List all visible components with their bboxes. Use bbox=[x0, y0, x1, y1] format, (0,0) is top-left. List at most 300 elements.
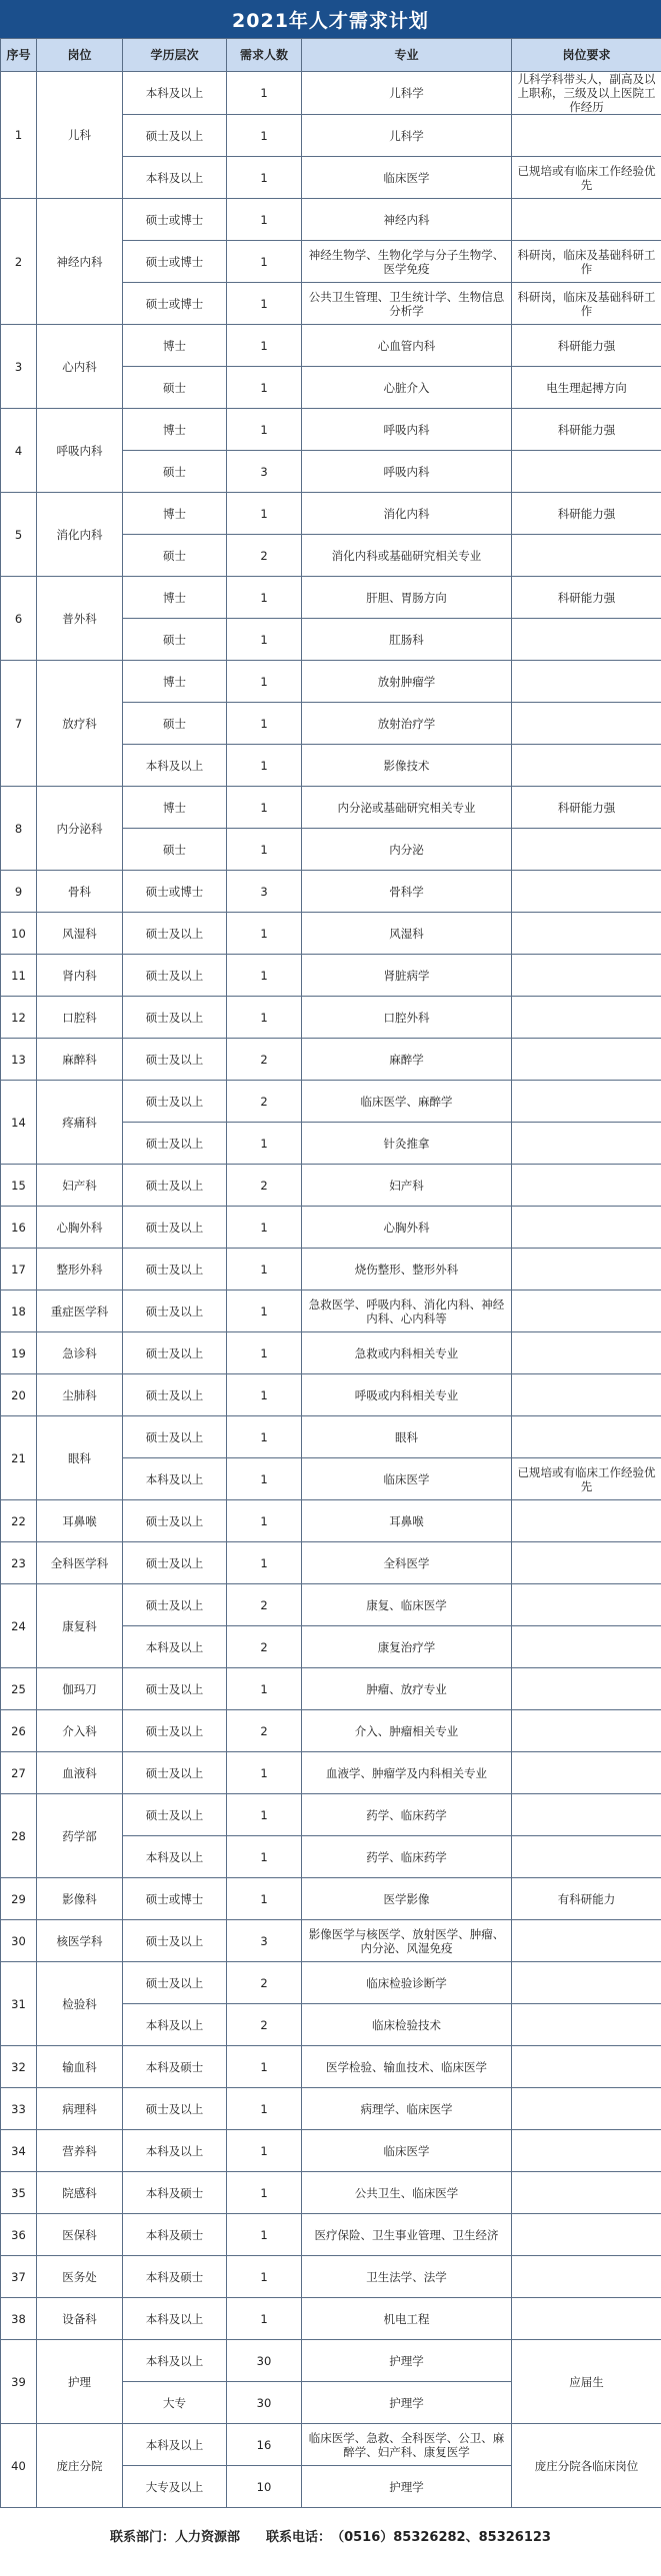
contact-phone-label: 联系电话： bbox=[266, 2529, 332, 2545]
row-number: 25 bbox=[1, 1668, 37, 1710]
major-cell: 急救医学、呼吸内科、消化内科、神经内科、心内科等 bbox=[302, 1290, 512, 1332]
education-cell: 硕士及以上 bbox=[123, 1332, 227, 1374]
table-row bbox=[1, 72, 661, 115]
major-cell: 临床医学、急救、全科医学、公卫、麻醉学、妇产科、康复医学 bbox=[302, 2424, 512, 2466]
count-cell: 1 bbox=[227, 1542, 302, 1584]
education-cell: 硕士或博士 bbox=[123, 199, 227, 241]
major-cell: 儿科学 bbox=[302, 115, 512, 157]
education-cell: 本科及以上 bbox=[123, 745, 227, 787]
dept-cell: 核医学科 bbox=[37, 1920, 123, 1962]
major-cell: 影像医学与核医学、放射医学、肿瘤、内分泌、风湿免疫 bbox=[302, 1920, 512, 1962]
table-row bbox=[1, 2424, 661, 2466]
row-number: 37 bbox=[1, 2256, 37, 2298]
count-cell: 2 bbox=[227, 535, 302, 577]
requirement-cell bbox=[512, 619, 661, 661]
count-cell: 1 bbox=[227, 829, 302, 871]
count-cell: 1 bbox=[227, 1249, 302, 1290]
count-cell: 1 bbox=[227, 997, 302, 1039]
education-cell: 博士 bbox=[123, 409, 227, 451]
row-number: 38 bbox=[1, 2298, 37, 2340]
table-row bbox=[1, 1668, 661, 1710]
requirement-cell bbox=[512, 1165, 661, 1207]
major-cell: 肾脏病学 bbox=[302, 955, 512, 997]
row-number: 33 bbox=[1, 2088, 37, 2130]
row-number: 2 bbox=[1, 199, 37, 325]
count-cell: 1 bbox=[227, 157, 302, 199]
dept-cell: 药学部 bbox=[37, 1794, 123, 1878]
major-cell: 消化内科或基础研究相关专业 bbox=[302, 535, 512, 577]
recruitment-table bbox=[0, 38, 661, 2508]
row-number: 10 bbox=[1, 913, 37, 955]
header-requirement: 岗位要求 bbox=[512, 39, 661, 72]
count-cell: 1 bbox=[227, 745, 302, 787]
row-number: 15 bbox=[1, 1165, 37, 1207]
dept-cell: 伽玛刀 bbox=[37, 1668, 123, 1710]
row-number: 17 bbox=[1, 1249, 37, 1290]
count-cell: 2 bbox=[227, 1962, 302, 2004]
row-number: 18 bbox=[1, 1290, 37, 1332]
count-cell: 1 bbox=[227, 1332, 302, 1374]
major-cell: 临床医学 bbox=[302, 157, 512, 199]
header-no: 序号 bbox=[1, 39, 37, 72]
dept-cell: 急诊科 bbox=[37, 1332, 123, 1374]
count-cell: 2 bbox=[227, 1039, 302, 1081]
requirement-cell bbox=[512, 2256, 661, 2298]
major-cell: 放射肿瘤学 bbox=[302, 661, 512, 703]
major-cell: 烧伤整形、整形外科 bbox=[302, 1249, 512, 1290]
requirement-cell bbox=[512, 997, 661, 1039]
table-row bbox=[1, 661, 661, 703]
table-row bbox=[1, 1584, 661, 1626]
count-cell: 30 bbox=[227, 2340, 302, 2382]
table-row bbox=[1, 1416, 661, 1458]
education-cell: 本科及以上 bbox=[123, 1458, 227, 1500]
education-cell: 本科及以上 bbox=[123, 2004, 227, 2046]
row-number: 4 bbox=[1, 409, 37, 493]
count-cell: 3 bbox=[227, 451, 302, 493]
major-cell: 急救或内科相关专业 bbox=[302, 1332, 512, 1374]
count-cell: 1 bbox=[227, 2172, 302, 2214]
education-cell: 硕士 bbox=[123, 619, 227, 661]
major-cell: 卫生法学、法学 bbox=[302, 2256, 512, 2298]
row-number: 36 bbox=[1, 2214, 37, 2256]
education-cell: 本科及以上 bbox=[123, 72, 227, 115]
education-cell: 大专及以上 bbox=[123, 2466, 227, 2508]
count-cell: 16 bbox=[227, 2424, 302, 2466]
major-cell: 药学、临床药学 bbox=[302, 1794, 512, 1836]
count-cell: 2 bbox=[227, 1081, 302, 1123]
table-row bbox=[1, 2298, 661, 2340]
major-cell: 介入、肿瘤相关专业 bbox=[302, 1710, 512, 1752]
dept-cell: 心胸外科 bbox=[37, 1207, 123, 1249]
table-row bbox=[1, 2256, 661, 2298]
education-cell: 博士 bbox=[123, 787, 227, 829]
education-cell: 硕士及以上 bbox=[123, 1039, 227, 1081]
major-cell: 心胸外科 bbox=[302, 1207, 512, 1249]
requirement-cell bbox=[512, 2004, 661, 2046]
count-cell: 1 bbox=[227, 1290, 302, 1332]
requirement-cell bbox=[512, 1249, 661, 1290]
row-number: 13 bbox=[1, 1039, 37, 1081]
count-cell: 1 bbox=[227, 703, 302, 745]
dept-cell: 眼科 bbox=[37, 1416, 123, 1500]
count-cell: 1 bbox=[227, 409, 302, 451]
row-number: 32 bbox=[1, 2046, 37, 2088]
dept-cell: 庞庄分院 bbox=[37, 2424, 123, 2508]
requirement-cell bbox=[512, 1626, 661, 1668]
row-number: 39 bbox=[1, 2340, 37, 2424]
table-row bbox=[1, 871, 661, 913]
table-row bbox=[1, 2046, 661, 2088]
major-cell: 临床检验技术 bbox=[302, 2004, 512, 2046]
requirement-cell bbox=[512, 1123, 661, 1165]
major-cell: 肝胆、胃肠方向 bbox=[302, 577, 512, 619]
requirement-cell bbox=[512, 1668, 661, 1710]
count-cell: 1 bbox=[227, 1878, 302, 1920]
table-row bbox=[1, 1039, 661, 1081]
count-cell: 1 bbox=[227, 1416, 302, 1458]
requirement-cell bbox=[512, 1039, 661, 1081]
dept-cell: 儿科 bbox=[37, 72, 123, 199]
requirement-cell: 科研能力强 bbox=[512, 325, 661, 367]
row-number: 3 bbox=[1, 325, 37, 409]
count-cell: 2 bbox=[227, 1626, 302, 1668]
row-number: 26 bbox=[1, 1710, 37, 1752]
header-major: 专业 bbox=[302, 39, 512, 72]
count-cell: 1 bbox=[227, 199, 302, 241]
dept-cell: 风湿科 bbox=[37, 913, 123, 955]
major-cell: 血液学、肿瘤学及内科相关专业 bbox=[302, 1752, 512, 1794]
major-cell: 耳鼻喉 bbox=[302, 1500, 512, 1542]
requirement-cell: 应届生 bbox=[512, 2340, 661, 2424]
dept-cell: 院感科 bbox=[37, 2172, 123, 2214]
major-cell: 医学影像 bbox=[302, 1878, 512, 1920]
table-row bbox=[1, 913, 661, 955]
table-row bbox=[1, 1962, 661, 2004]
education-cell: 本科及以上 bbox=[123, 2298, 227, 2340]
requirement-cell bbox=[512, 1416, 661, 1458]
count-cell: 1 bbox=[227, 493, 302, 535]
table-row bbox=[1, 1920, 661, 1962]
table-row bbox=[1, 1500, 661, 1542]
major-cell: 病理学、临床医学 bbox=[302, 2088, 512, 2130]
requirement-cell bbox=[512, 913, 661, 955]
table-row bbox=[1, 1710, 661, 1752]
education-cell: 硕士及以上 bbox=[123, 1962, 227, 2004]
dept-cell: 康复科 bbox=[37, 1584, 123, 1668]
requirement-cell: 已规培或有临床工作经验优先 bbox=[512, 157, 661, 199]
header-count: 需求人数 bbox=[227, 39, 302, 72]
education-cell: 本科及硕士 bbox=[123, 2256, 227, 2298]
major-cell: 全科医学 bbox=[302, 1542, 512, 1584]
table-row bbox=[1, 1081, 661, 1123]
row-number: 19 bbox=[1, 1332, 37, 1374]
count-cell: 1 bbox=[227, 2256, 302, 2298]
requirement-cell bbox=[512, 2046, 661, 2088]
major-cell: 呼吸内科 bbox=[302, 451, 512, 493]
row-number: 12 bbox=[1, 997, 37, 1039]
major-cell: 内分泌 bbox=[302, 829, 512, 871]
education-cell: 硕士及以上 bbox=[123, 1290, 227, 1332]
row-number: 16 bbox=[1, 1207, 37, 1249]
contact-footer bbox=[0, 2508, 661, 2562]
dept-cell: 神经内科 bbox=[37, 199, 123, 325]
table-row bbox=[1, 2214, 661, 2256]
dept-cell: 护理 bbox=[37, 2340, 123, 2424]
education-cell: 硕士及以上 bbox=[123, 1123, 227, 1165]
requirement-cell bbox=[512, 2214, 661, 2256]
major-cell: 麻醉学 bbox=[302, 1039, 512, 1081]
table-row bbox=[1, 1794, 661, 1836]
count-cell: 1 bbox=[227, 1752, 302, 1794]
requirement-cell bbox=[512, 451, 661, 493]
contact-dept-value: 人力资源部 bbox=[175, 2529, 241, 2545]
education-cell: 本科及以上 bbox=[123, 1836, 227, 1878]
major-cell: 呼吸内科 bbox=[302, 409, 512, 451]
education-cell: 本科及硕士 bbox=[123, 2214, 227, 2256]
education-cell: 硕士及以上 bbox=[123, 1794, 227, 1836]
dept-cell: 心内科 bbox=[37, 325, 123, 409]
major-cell: 影像技术 bbox=[302, 745, 512, 787]
requirement-cell bbox=[512, 871, 661, 913]
count-cell: 1 bbox=[227, 2298, 302, 2340]
count-cell: 1 bbox=[227, 1500, 302, 1542]
education-cell: 硕士及以上 bbox=[123, 1920, 227, 1962]
requirement-cell: 科研岗，临床及基础科研工作 bbox=[512, 283, 661, 325]
dept-cell: 内分泌科 bbox=[37, 787, 123, 871]
dept-cell: 营养科 bbox=[37, 2130, 123, 2172]
table-row bbox=[1, 577, 661, 619]
major-cell: 心血管内科 bbox=[302, 325, 512, 367]
table-row bbox=[1, 2088, 661, 2130]
education-cell: 硕士及以上 bbox=[123, 1500, 227, 1542]
count-cell: 1 bbox=[227, 619, 302, 661]
count-cell: 1 bbox=[227, 1458, 302, 1500]
count-cell: 1 bbox=[227, 325, 302, 367]
major-cell: 康复治疗学 bbox=[302, 1626, 512, 1668]
table-body bbox=[1, 72, 661, 2508]
major-cell: 眼科 bbox=[302, 1416, 512, 1458]
header-dept: 岗位 bbox=[37, 39, 123, 72]
count-cell: 10 bbox=[227, 2466, 302, 2508]
education-cell: 本科及硕士 bbox=[123, 2172, 227, 2214]
requirement-cell bbox=[512, 1542, 661, 1584]
requirement-cell bbox=[512, 1332, 661, 1374]
major-cell: 口腔外科 bbox=[302, 997, 512, 1039]
major-cell: 儿科学 bbox=[302, 72, 512, 115]
requirement-cell: 科研能力强 bbox=[512, 577, 661, 619]
education-cell: 硕士及以上 bbox=[123, 1374, 227, 1416]
count-cell: 1 bbox=[227, 955, 302, 997]
major-cell: 护理学 bbox=[302, 2340, 512, 2382]
requirement-cell bbox=[512, 2130, 661, 2172]
education-cell: 本科及以上 bbox=[123, 1626, 227, 1668]
education-cell: 博士 bbox=[123, 661, 227, 703]
table-row bbox=[1, 2340, 661, 2382]
row-number: 9 bbox=[1, 871, 37, 913]
row-number: 35 bbox=[1, 2172, 37, 2214]
row-number: 31 bbox=[1, 1962, 37, 2046]
requirement-cell: 庞庄分院各临床岗位 bbox=[512, 2424, 661, 2508]
education-cell: 硕士及以上 bbox=[123, 997, 227, 1039]
requirement-cell bbox=[512, 1710, 661, 1752]
dept-cell: 妇产科 bbox=[37, 1165, 123, 1207]
education-cell: 硕士 bbox=[123, 451, 227, 493]
row-number: 22 bbox=[1, 1500, 37, 1542]
row-number: 7 bbox=[1, 661, 37, 787]
major-cell: 放射治疗学 bbox=[302, 703, 512, 745]
count-cell: 3 bbox=[227, 871, 302, 913]
contact-dept-label: 联系部门： bbox=[110, 2529, 176, 2545]
count-cell: 2 bbox=[227, 1165, 302, 1207]
dept-cell: 普外科 bbox=[37, 577, 123, 661]
row-number: 14 bbox=[1, 1081, 37, 1165]
major-cell: 骨科学 bbox=[302, 871, 512, 913]
education-cell: 硕士及以上 bbox=[123, 1584, 227, 1626]
count-cell: 1 bbox=[227, 1374, 302, 1416]
table-row bbox=[1, 1374, 661, 1416]
major-cell: 药学、临床药学 bbox=[302, 1836, 512, 1878]
dept-cell: 输血科 bbox=[37, 2046, 123, 2088]
table-row bbox=[1, 787, 661, 829]
requirement-cell: 有科研能力 bbox=[512, 1878, 661, 1920]
row-number: 34 bbox=[1, 2130, 37, 2172]
count-cell: 1 bbox=[227, 72, 302, 115]
requirement-cell: 科研能力强 bbox=[512, 409, 661, 451]
major-cell: 康复、临床医学 bbox=[302, 1584, 512, 1626]
education-cell: 硕士及以上 bbox=[123, 913, 227, 955]
requirement-cell bbox=[512, 955, 661, 997]
education-cell: 硕士及以上 bbox=[123, 1710, 227, 1752]
table-row bbox=[1, 2172, 661, 2214]
requirement-cell bbox=[512, 1794, 661, 1836]
count-cell: 1 bbox=[227, 577, 302, 619]
education-cell: 硕士或博士 bbox=[123, 1878, 227, 1920]
count-cell: 1 bbox=[227, 115, 302, 157]
dept-cell: 整形外科 bbox=[37, 1249, 123, 1290]
requirement-cell bbox=[512, 1836, 661, 1878]
header-education: 学历层次 bbox=[123, 39, 227, 72]
contact-phone-value: （0516）85326282、85326123 bbox=[331, 2529, 551, 2545]
dept-cell: 口腔科 bbox=[37, 997, 123, 1039]
count-cell: 1 bbox=[227, 1207, 302, 1249]
major-cell: 临床医学、麻醉学 bbox=[302, 1081, 512, 1123]
count-cell: 1 bbox=[227, 283, 302, 325]
major-cell: 神经生物学、生物化学与分子生物学、医学免疫 bbox=[302, 241, 512, 283]
table-row bbox=[1, 2130, 661, 2172]
major-cell: 护理学 bbox=[302, 2466, 512, 2508]
education-cell: 硕士及以上 bbox=[123, 115, 227, 157]
education-cell: 硕士或博士 bbox=[123, 871, 227, 913]
dept-cell: 放疗科 bbox=[37, 661, 123, 787]
education-cell: 硕士及以上 bbox=[123, 955, 227, 997]
dept-cell: 消化内科 bbox=[37, 493, 123, 577]
count-cell: 1 bbox=[227, 913, 302, 955]
education-cell: 博士 bbox=[123, 577, 227, 619]
major-cell: 妇产科 bbox=[302, 1165, 512, 1207]
major-cell: 护理学 bbox=[302, 2382, 512, 2424]
requirement-cell bbox=[512, 1962, 661, 2004]
row-number: 20 bbox=[1, 1374, 37, 1416]
dept-cell: 全科医学科 bbox=[37, 1542, 123, 1584]
row-number: 8 bbox=[1, 787, 37, 871]
requirement-cell bbox=[512, 1374, 661, 1416]
education-cell: 硕士 bbox=[123, 829, 227, 871]
major-cell: 肛肠科 bbox=[302, 619, 512, 661]
count-cell: 1 bbox=[227, 1668, 302, 1710]
education-cell: 硕士及以上 bbox=[123, 1416, 227, 1458]
requirement-cell bbox=[512, 829, 661, 871]
requirement-cell bbox=[512, 1920, 661, 1962]
row-number: 6 bbox=[1, 577, 37, 661]
education-cell: 硕士 bbox=[123, 535, 227, 577]
dept-cell: 检验科 bbox=[37, 1962, 123, 2046]
requirement-cell bbox=[512, 2088, 661, 2130]
education-cell: 本科及以上 bbox=[123, 2130, 227, 2172]
education-cell: 大专 bbox=[123, 2382, 227, 2424]
dept-cell: 麻醉科 bbox=[37, 1039, 123, 1081]
count-cell: 2 bbox=[227, 1584, 302, 1626]
count-cell: 1 bbox=[227, 1836, 302, 1878]
dept-cell: 设备科 bbox=[37, 2298, 123, 2340]
count-cell: 2 bbox=[227, 1710, 302, 1752]
requirement-cell: 科研能力强 bbox=[512, 787, 661, 829]
row-number: 30 bbox=[1, 1920, 37, 1962]
dept-cell: 肾内科 bbox=[37, 955, 123, 997]
count-cell: 1 bbox=[227, 2046, 302, 2088]
row-number: 5 bbox=[1, 493, 37, 577]
dept-cell: 介入科 bbox=[37, 1710, 123, 1752]
row-number: 27 bbox=[1, 1752, 37, 1794]
dept-cell: 重症医学科 bbox=[37, 1290, 123, 1332]
requirement-cell bbox=[512, 703, 661, 745]
requirement-cell: 科研能力强 bbox=[512, 493, 661, 535]
education-cell: 硕士或博士 bbox=[123, 283, 227, 325]
row-number: 28 bbox=[1, 1794, 37, 1878]
education-cell: 硕士及以上 bbox=[123, 1081, 227, 1123]
major-cell: 医疗保险、卫生事业管理、卫生经济 bbox=[302, 2214, 512, 2256]
major-cell: 临床医学 bbox=[302, 1458, 512, 1500]
education-cell: 本科及以上 bbox=[123, 2424, 227, 2466]
major-cell: 肿瘤、放疗专业 bbox=[302, 1668, 512, 1710]
dept-cell: 医务处 bbox=[37, 2256, 123, 2298]
education-cell: 硕士及以上 bbox=[123, 1752, 227, 1794]
table-row bbox=[1, 1878, 661, 1920]
row-number: 29 bbox=[1, 1878, 37, 1920]
requirement-cell bbox=[512, 1584, 661, 1626]
table-row bbox=[1, 1207, 661, 1249]
requirement-cell bbox=[512, 2172, 661, 2214]
major-cell: 医学检验、输血技术、临床医学 bbox=[302, 2046, 512, 2088]
dept-cell: 影像科 bbox=[37, 1878, 123, 1920]
education-cell: 硕士及以上 bbox=[123, 1207, 227, 1249]
requirement-cell bbox=[512, 661, 661, 703]
dept-cell: 耳鼻喉 bbox=[37, 1500, 123, 1542]
requirement-cell bbox=[512, 199, 661, 241]
major-cell: 公共卫生管理、卫生统计学、生物信息分析学 bbox=[302, 283, 512, 325]
count-cell: 1 bbox=[227, 661, 302, 703]
education-cell: 本科及硕士 bbox=[123, 2046, 227, 2088]
table-row bbox=[1, 493, 661, 535]
requirement-cell: 已规培或有临床工作经验优先 bbox=[512, 1458, 661, 1500]
table-row bbox=[1, 997, 661, 1039]
major-cell: 临床检验诊断学 bbox=[302, 1962, 512, 2004]
dept-cell: 医保科 bbox=[37, 2214, 123, 2256]
row-number: 1 bbox=[1, 72, 37, 199]
dept-cell: 疼痛科 bbox=[37, 1081, 123, 1165]
major-cell: 机电工程 bbox=[302, 2298, 512, 2340]
education-cell: 硕士 bbox=[123, 703, 227, 745]
